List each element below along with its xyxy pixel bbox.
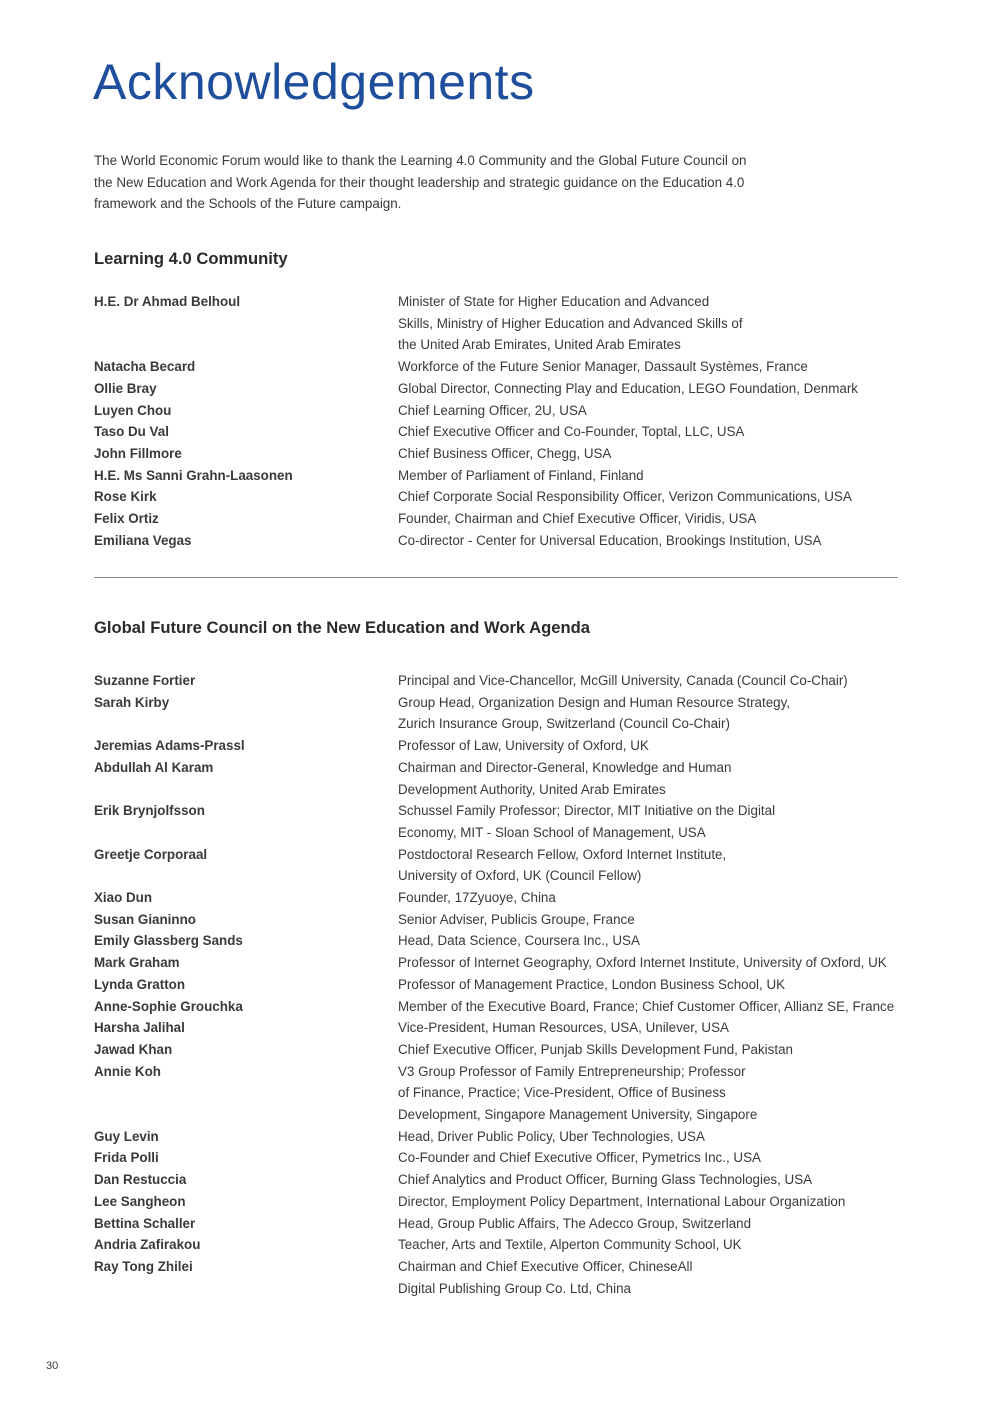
member-role: Chairman and Chief Executive Officer, ChineseAll Digital Publishing Group Co. Ltd, China [398,1258,693,1296]
member-row [94,670,914,692]
member-row [94,800,914,843]
member-row [94,1169,914,1191]
learning-community-list [94,291,914,551]
member-row [94,486,914,508]
member-row [94,291,914,356]
global-council-heading: Global Future Council on the New Education and Work Agenda [94,618,590,637]
global-council-list [94,670,914,1299]
member-name: Frida Polli [94,1150,159,1166]
member-name: Rose Kirk [94,489,157,505]
member-role: Chief Business Officer, Chegg, USA [398,445,612,461]
member-row [94,1061,914,1126]
learning-community-heading: Learning 4.0 Community [94,249,288,268]
member-row [94,757,914,800]
member-role: Teacher, Arts and Textile, Alperton Community School, UK [398,1237,742,1253]
member-row [94,1017,914,1039]
member-row [94,692,914,735]
member-row [94,465,914,487]
member-role: Global Director, Connecting Play and Education, LEGO Foundation, Denmark [398,380,858,396]
member-row [94,508,914,530]
member-name: Luyen Chou [94,402,172,418]
member-row [94,1256,914,1299]
member-name: Natacha Becard [94,359,196,375]
member-role: Principal and Vice-Chancellor, McGill University, Canada (Council Co-Chair) [398,673,848,688]
member-row [94,378,914,400]
member-role: Postdoctoral Research Fellow, Oxford Internet Institute, University of Oxford, UK (Council Fellow) [398,846,727,884]
member-role: Co-Founder and Chief Executive Officer, Pymetrics Inc., USA [398,1150,761,1166]
member-name: H.E. Dr Ahmad Belhoul [94,294,241,309]
page-title: Acknowledgements [93,54,535,110]
member-role: V3 Group Professor of Family Entrepreneurship; Professor of Finance, Practice; Vice-President, Office of Business Development, Singapore Management University, Singapore [398,1063,758,1123]
member-role: Professor of Internet Geography, Oxford Internet Institute, University of Oxford, UK [398,955,887,971]
member-role: Chief Learning Officer, 2U, USA [398,402,587,418]
intro-paragraph: The World Economic Forum would like to thank the Learning 4.0 Community and the Global Future Council on the New Education and Work Agenda for their thought leadership and strategic guidance on the Education 4.0 framework and the Schools of the Future campaign. [94,153,747,212]
member-role: Chief Analytics and Product Officer, Burning Glass Technologies, USA [398,1172,813,1188]
member-row [94,996,914,1018]
member-role: Chief Executive Officer, Punjab Skills Development Fund, Pakistan [398,1041,793,1057]
member-name: Taso Du Val [94,424,169,440]
member-name: Emily Glassberg Sands [94,933,243,949]
member-row [94,421,914,443]
member-role: Vice-President, Human Resources, USA, Unilever, USA [398,1020,729,1036]
member-name: Sarah Kirby [94,694,170,710]
member-row [94,1213,914,1235]
member-role: Founder, 17Zyuoye, China [398,890,556,906]
member-role: Head, Data Science, Coursera Inc., USA [398,933,640,949]
member-name: Suzanne Fortier [94,673,196,688]
member-row [94,909,914,931]
member-role: Senior Adviser, Publicis Groupe, France [398,911,635,927]
member-role: Minister of State for Higher Education and Advanced Skills, Ministry of Higher Education and Advanced Skills of the United Arab Emirates, United Arab Emirates [398,294,743,353]
member-row [94,952,914,974]
member-role: Head, Group Public Affairs, The Adecco Group, Switzerland [398,1215,752,1231]
member-name: Anne-Sophie Grouchka [94,998,243,1014]
member-role: Director, Employment Policy Department, International Labour Organization [398,1193,846,1209]
member-name: Jawad Khan [94,1041,173,1057]
member-name: Erik Brynjolfsson [94,803,205,819]
member-name: John Fillmore [94,445,182,461]
member-name: Dan Restuccia [94,1172,187,1188]
member-role: Head, Driver Public Policy, Uber Technologies, USA [398,1128,705,1144]
member-name: Ollie Bray [94,380,157,396]
member-row [94,1147,914,1169]
member-row [94,1039,914,1061]
member-name: Ray Tong Zhilei [94,1258,193,1274]
member-row [94,1191,914,1213]
member-row [94,443,914,465]
member-role: Professor of Law, University of Oxford, UK [398,738,649,754]
member-role: Group Head, Organization Design and Human Resource Strategy, Zurich Insurance Group, Switzerland (Council Co-Chair) [398,694,791,732]
member-role: Professor of Management Practice, London Business School, UK [398,976,786,992]
member-row [94,530,914,552]
member-row [94,735,914,757]
member-row [94,356,914,378]
member-row [94,1234,914,1256]
member-name: Guy Levin [94,1128,159,1144]
member-name: Felix Ortiz [94,511,159,527]
page-number: 30 [46,1360,59,1372]
member-name: H.E. Ms Sanni Grahn-Laasonen [94,467,293,483]
member-name: Susan Gianinno [94,911,196,927]
member-role: Chief Corporate Social Responsibility Officer, Verizon Communications, USA [398,489,852,505]
member-name: Lee Sangheon [94,1193,186,1209]
member-name: Andria Zafirakou [94,1237,201,1253]
member-name: Harsha Jalihal [94,1020,185,1036]
member-row [94,887,914,909]
member-name: Greetje Corporaal [94,846,208,862]
section-divider [94,577,898,578]
member-name: Annie Koh [94,1063,161,1079]
member-row [94,844,914,887]
member-row [94,1126,914,1148]
member-role: Workforce of the Future Senior Manager, Dassault Systèmes, France [398,359,808,375]
member-name: Abdullah Al Karam [94,759,214,775]
member-name: Bettina Schaller [94,1215,196,1231]
member-role: Chairman and Director-General, Knowledge and Human Development Authority, United Arab Emirates [398,759,732,797]
member-role: Co-director - Center for Universal Education, Brookings Institution, USA [398,532,822,548]
member-row [94,974,914,996]
member-name: Mark Graham [94,955,180,971]
member-name: Jeremias Adams-Prassl [94,738,245,754]
member-role: Member of Parliament of Finland, Finland [398,467,644,483]
member-name: Lynda Gratton [94,976,186,992]
member-name: Emiliana Vegas [94,532,192,548]
member-role: Schussel Family Professor; Director, MIT Initiative on the Digital Economy, MIT - Sloan School of Management, USA [398,803,776,840]
member-role: Founder, Chairman and Chief Executive Officer, Viridis, USA [398,511,757,527]
member-row [94,400,914,422]
member-name: Xiao Dun [94,890,153,906]
member-role: Member of the Executive Board, France; Chief Customer Officer, Allianz SE, France [398,998,895,1014]
member-row [94,930,914,952]
member-role: Chief Executive Officer and Co-Founder, Toptal, LLC, USA [398,424,745,440]
